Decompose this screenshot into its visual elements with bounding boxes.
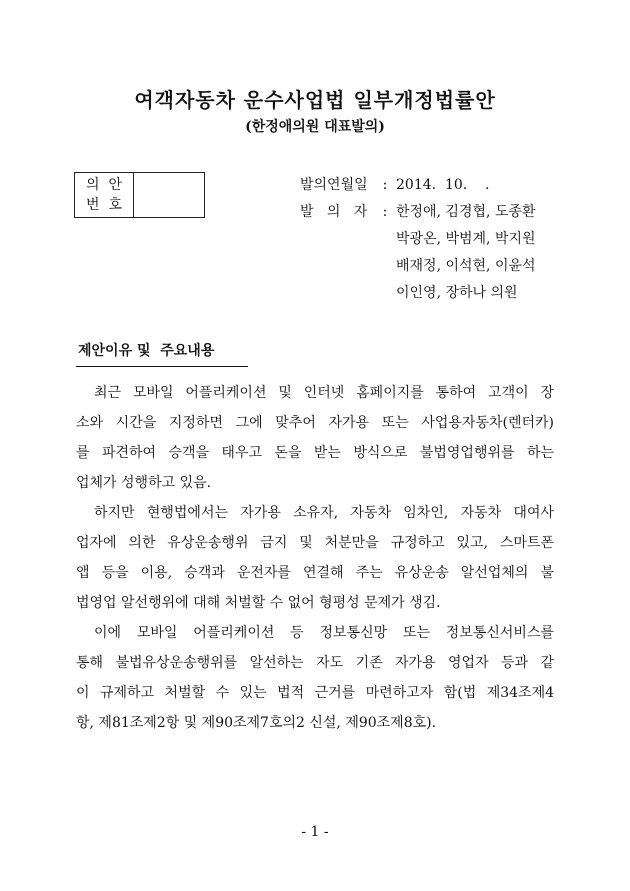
document-subtitle: (한정애의원 대표발의) bbox=[245, 119, 385, 135]
proposer-names-line: 배재정, 이석현, 이윤석 bbox=[396, 258, 536, 274]
body-line: 업자에 의한 유상운송행위 금지 및 처분만을 규정하고 있고, 스마트폰 bbox=[76, 535, 554, 551]
bill-number-label-line1: 의 안 bbox=[86, 177, 122, 193]
page-number: - 1 - bbox=[301, 824, 329, 840]
proposal-date-row bbox=[300, 172, 536, 199]
bill-number-box bbox=[74, 172, 205, 218]
proposer-row bbox=[300, 199, 536, 226]
body-line: 업체가 성행하고 있음. bbox=[76, 475, 212, 491]
proposal-body bbox=[76, 378, 554, 738]
colon: : bbox=[382, 177, 388, 193]
proposer-names-line: 한정애, 김경협, 도종환 bbox=[396, 204, 536, 220]
bill-number-label-line2: 번 호 bbox=[86, 197, 122, 213]
document-title: 여객자동차 운수사업법 일부개정법률안 bbox=[134, 88, 496, 112]
body-line: 를 파견하여 승객을 태우고 돈을 받는 방식으로 불법영업행위를 하는 bbox=[76, 445, 554, 461]
proposer-names-line: 박광온, 박범계, 박지원 bbox=[396, 231, 536, 247]
colon: : bbox=[382, 204, 388, 220]
body-line: 소와 시간을 지정하면 그에 맞추어 자가용 또는 사업용자동차(렌터카) bbox=[76, 415, 554, 431]
body-line: 통해 불법유상운송행위를 알선하는 자도 기존 자가용 영업자 등과 같 bbox=[76, 655, 554, 671]
proposer-label: 발 의 자 bbox=[300, 204, 368, 220]
body-line: 최근 모바일 어플리케이션 및 인터넷 홈페이지를 통하여 고객이 장 bbox=[94, 385, 554, 401]
proposal-date-value: 2014. 10. . bbox=[396, 177, 490, 193]
proposer-names-line: 이인영, 장하나 의원 bbox=[396, 285, 518, 301]
section-heading: 제안이유 및 주요내용 bbox=[76, 340, 248, 367]
body-line: 하지만 현행법에서는 자가용 소유자, 자동차 임차인, 자동차 대여사 bbox=[94, 505, 554, 521]
body-line: 이 규제하고 처벌할 수 있는 법적 근거를 마련하고자 함(법 제34조제4 bbox=[76, 685, 554, 701]
bill-number-label bbox=[75, 173, 134, 218]
body-line: 이에 모바일 어플리케이션 등 정보통신망 또는 정보통신서비스를 bbox=[94, 625, 554, 641]
bill-number-value bbox=[134, 173, 205, 218]
body-line: 항, 제81조제2항 및 제90조제7호의2 신설, 제90조제8호). bbox=[76, 715, 437, 731]
bill-meta bbox=[300, 172, 536, 307]
proposal-date-label: 발의연월일 bbox=[300, 177, 368, 193]
body-line: 법영업 알선행위에 대해 처벌할 수 없어 형평성 문제가 생김. bbox=[76, 595, 441, 611]
body-line: 앱 등을 이용, 승객과 운전자를 연결해 주는 유상운송 알선업체의 불 bbox=[76, 565, 554, 581]
